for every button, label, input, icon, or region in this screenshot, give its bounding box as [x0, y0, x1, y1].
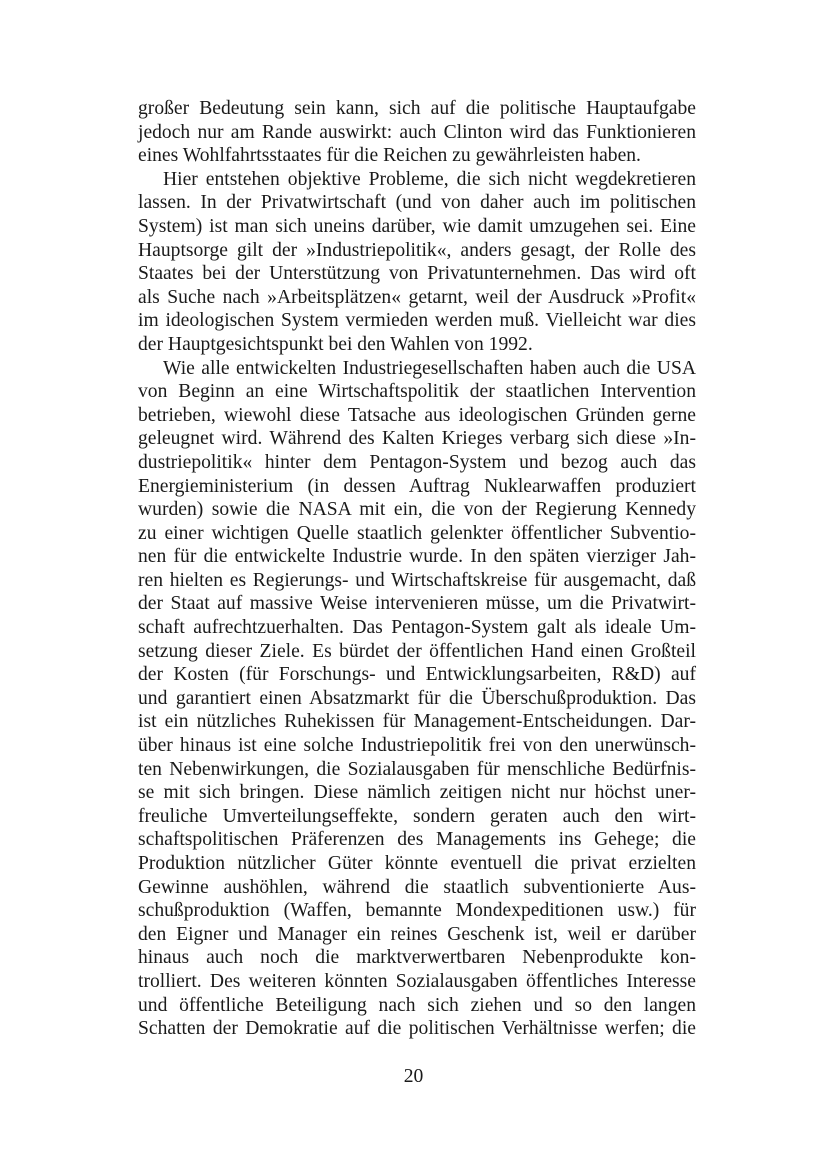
text-line: von Beginn an eine Wirtschaftspolitik der staatlichen Intervention — [138, 381, 696, 403]
text-line: freuliche Umverteilungseffekte, sondern geraten auch den wirt- — [138, 805, 696, 827]
paragraph — [138, 357, 696, 1041]
page-number: 20 — [403, 1066, 424, 1087]
text-line: lassen. In der Privatwirtschaft (und von daher auch im politischen — [138, 192, 696, 214]
paragraph — [138, 97, 696, 168]
text-line: betrieben, wiewohl diese Tatsache aus ideologischen Gründen gerne — [138, 404, 696, 426]
text-line: Produktion nützlicher Güter könnte eventuell die privat erzielten — [138, 853, 696, 874]
text-line: schußproduktion (Waffen, bemannte Mondexpeditionen usw.) für — [138, 900, 696, 922]
text-line: und garantiert einen Absatzmarkt für die Überschußproduktion. Das — [138, 687, 696, 709]
text-line: jedoch nur am Rande auswirkt: auch Clinton wird das Funktionieren — [138, 121, 696, 143]
text-line: der Kosten (für Forschungs- und Entwicklungsarbeiten, R&D) auf — [138, 664, 696, 686]
text-line: ist ein nützliches Ruhekissen für Management-Entscheidungen. Dar- — [138, 711, 696, 733]
paragraph — [138, 168, 696, 357]
text-line: wurden) sowie die NASA mit ein, die von der Regierung Kennedy — [138, 499, 696, 521]
text-line: se mit sich bringen. Diese nämlich zeitigen nicht nur höchst uner- — [138, 782, 696, 804]
text-line: Gewinne aushöhlen, während die staatlich subventionierte Aus- — [138, 876, 696, 898]
text-line: nen für die entwickelte Industrie wurde. In den späten vierziger Jah- — [138, 546, 696, 568]
text-line: hinaus auch noch die marktverwertbaren Nebenprodukte kon- — [138, 947, 696, 969]
text-line: der Hauptgesichtspunkt bei den Wahlen von 1992. — [138, 333, 533, 355]
text-line: als Suche nach »Arbeitsplätzen« getarnt, weil der Ausdruck »Profit« — [138, 286, 696, 308]
text-line: schaft aufrechtzuerhalten. Das Pentagon-System galt als ideale Um- — [138, 617, 696, 639]
text-line: setzung dieser Ziele. Es bürdet der öffentlichen Hand einen Großteil — [138, 640, 696, 662]
text-line: dustriepolitik« hinter dem Pentagon-System und bezog auch das — [138, 451, 696, 473]
text-line: Schatten der Demokratie auf die politischen Verhältnisse werfen; die — [138, 1018, 696, 1040]
text-line: schaftspolitischen Präferenzen des Managements ins Gehege; die — [138, 829, 696, 851]
text-line: geleugnet wird. Während des Kalten Krieges verbarg sich diese »In- — [138, 428, 696, 450]
text-line: System) ist man sich uneins darüber, wie damit umzugehen sei. Eine — [138, 215, 696, 237]
text-line: Staates bei der Unterstützung von Privatunternehmen. Das wird oft — [138, 263, 696, 285]
text-line: zu einer wichtigen Quelle staatlich gelenkter öffentlicher Subventio- — [138, 522, 696, 544]
text-line: Hier entstehen objektive Probleme, die sich nicht wegdekretieren — [163, 168, 696, 190]
body-text — [138, 97, 696, 1041]
text-line: trolliert. Des weiteren könnten Sozialausgaben öffentliches Interesse — [138, 970, 696, 992]
text-line: Wie alle entwickelten Industriegesellschaften haben auch die USA — [163, 357, 696, 379]
text-line: der Staat auf massive Weise intervenieren müsse, um die Privatwirt- — [138, 593, 696, 615]
text-line: eines Wohlfahrtsstaates für die Reichen zu gewährleisten haben. — [138, 145, 641, 167]
text-line: und öffentliche Beteiligung nach sich ziehen und so den langen — [138, 994, 696, 1016]
text-line: ten Nebenwirkungen, die Sozialausgaben für menschliche Bedürfnis- — [138, 758, 696, 780]
text-line: Hauptsorge gilt der »Industriepolitik«, anders gesagt, der Rolle des — [138, 239, 696, 261]
text-line: im ideologischen System vermieden werden muß. Vielleicht war dies — [138, 310, 696, 332]
text-line: Energieministerium (in dessen Auftrag Nuklearwaffen produziert — [138, 475, 696, 497]
text-line: ren hielten es Regierungs- und Wirtschaftskreise für ausgemacht, daß — [138, 569, 696, 591]
text-line: über hinaus ist eine solche Industriepolitik frei von den unerwünsch- — [138, 735, 696, 757]
text-line: den Eigner und Manager ein reines Geschenk ist, weil er darüber — [138, 923, 696, 945]
text-line: großer Bedeutung sein kann, sich auf die politische Hauptaufgabe — [138, 98, 696, 119]
